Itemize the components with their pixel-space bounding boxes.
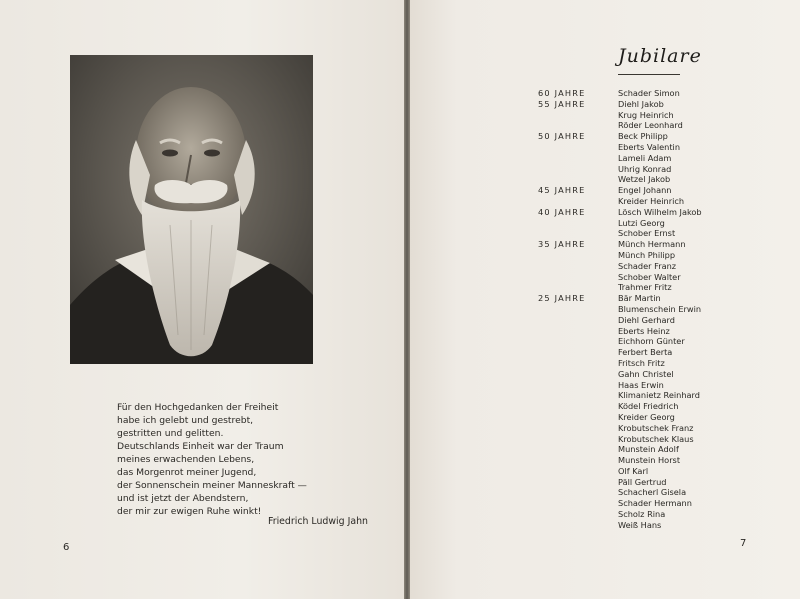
- poem-line: gestritten und gelitten.: [117, 428, 224, 439]
- jubilee-name: Krug Heinrich: [618, 109, 674, 120]
- years-label: 35 JAHRE: [538, 239, 586, 250]
- page-heading: Jubilare: [618, 45, 702, 67]
- jubilee-group: [528, 293, 788, 531]
- portrait-image: [70, 55, 313, 364]
- jubilee-name: Lösch Wilhelm Jakob: [618, 206, 702, 217]
- poem-line: meines erwachenden Lebens,: [117, 454, 255, 465]
- years-label: 60 JAHRE: [538, 88, 586, 98]
- poem: [117, 401, 402, 518]
- years-label: 45 JAHRE: [538, 185, 586, 196]
- jubilee-name: Münch Philipp: [618, 249, 676, 260]
- name-list: [618, 131, 788, 185]
- jubilee-name: Diehl Gerhard: [618, 314, 675, 325]
- jubilee-name: Engel Johann: [618, 185, 672, 196]
- jubilee-name: Ferbert Berta: [618, 347, 673, 358]
- jubilee-name: Bär Martin: [618, 293, 661, 304]
- jubilee-name: Krobutschek Franz: [618, 422, 694, 433]
- years-label: 55 JAHRE: [538, 98, 586, 109]
- jubilee-name: Trahmer Fritz: [618, 282, 672, 293]
- portrait-drawing: [70, 55, 313, 364]
- jubilee-name: Lutzi Georg: [618, 217, 665, 228]
- years-label: 40 JAHRE: [538, 206, 586, 217]
- jubilee-name: Eberts Valentin: [618, 141, 681, 152]
- name-list: [618, 88, 788, 99]
- poem-author: Friedrich Ludwig Jahn: [268, 516, 368, 527]
- jubilee-name: Eichhorn Günter: [618, 336, 685, 347]
- jubilee-name: Schober Walter: [618, 271, 681, 282]
- jubilee-name: Blumenschein Erwin: [618, 303, 702, 314]
- jubilee-name: Päll Gertrud: [618, 476, 667, 487]
- poem-line: das Morgenrot meiner Jugend,: [117, 467, 257, 478]
- jubilee-name: Schader Franz: [618, 260, 677, 271]
- name-list: [618, 99, 788, 131]
- jubilee-group: [528, 99, 788, 131]
- jubilee-name: Olf Karl: [618, 465, 649, 476]
- jubilee-name: Münch Hermann: [618, 239, 686, 250]
- jubilee-name: Diehl Jakob: [618, 98, 664, 109]
- jubilee-name: Eberts Heinz: [618, 325, 670, 336]
- jubilee-name: Wetzel Jakob: [618, 174, 671, 185]
- jubilee-name: Lameli Adam: [618, 152, 672, 163]
- poem-line: Für den Hochgedanken der Freiheit: [117, 402, 279, 413]
- jubilee-name: Röder Leonhard: [618, 120, 683, 131]
- jubilee-name: Haas Erwin: [618, 379, 664, 390]
- heading-underline: [618, 74, 680, 75]
- jubilee-name: Scholz Rina: [618, 509, 666, 520]
- jubilee-name: Ködel Friedrich: [618, 401, 679, 412]
- poem-line: habe ich gelebt und gestrebt,: [117, 415, 254, 426]
- jubilee-name: Uhrig Konrad: [618, 163, 672, 174]
- jubilee-list: [528, 88, 788, 531]
- jubilee-group: [528, 185, 788, 207]
- page-number-right: 7: [740, 538, 747, 549]
- jubilee-name: Schader Simon: [618, 88, 680, 98]
- jubilee-name: Munstein Horst: [618, 455, 681, 466]
- jubilee-name: Schader Hermann: [618, 498, 692, 509]
- poem-line: Deutschlands Einheit war der Traum: [117, 441, 284, 452]
- jubilee-name: Weiß Hans: [618, 519, 662, 530]
- jubilee-name: Beck Philipp: [618, 131, 668, 142]
- jubilee-name: Gahn Christel: [618, 368, 674, 379]
- jubilee-name: Kreider Heinrich: [618, 195, 685, 206]
- jubilee-name: Schober Ernst: [618, 228, 676, 239]
- jubilee-name: Munstein Adolf: [618, 444, 679, 455]
- jubilee-group: [528, 88, 788, 99]
- name-list: [618, 207, 788, 239]
- name-list: [618, 293, 788, 531]
- jubilee-name: Klimanietz Reinhard: [618, 390, 700, 401]
- years-label: 25 JAHRE: [538, 293, 586, 304]
- name-list: [618, 185, 788, 207]
- jubilee-name: Schacherl Gisela: [618, 487, 687, 498]
- years-label: 50 JAHRE: [538, 131, 586, 142]
- jubilee-name: Krobutschek Klaus: [618, 433, 694, 444]
- poem-line: der mir zur ewigen Ruhe winkt!: [117, 506, 262, 517]
- name-list: [618, 239, 788, 293]
- jubilee-name: Fritsch Fritz: [618, 357, 665, 368]
- page-number-left: 6: [63, 542, 70, 553]
- jubilee-name: Kreider Georg: [618, 411, 675, 422]
- jubilee-group: [528, 207, 788, 239]
- poem-line: und ist jetzt der Abendstern,: [117, 493, 249, 504]
- poem-line: der Sonnenschein meiner Manneskraft —: [117, 480, 307, 491]
- jubilee-group: [528, 131, 788, 185]
- jubilee-group: [528, 239, 788, 293]
